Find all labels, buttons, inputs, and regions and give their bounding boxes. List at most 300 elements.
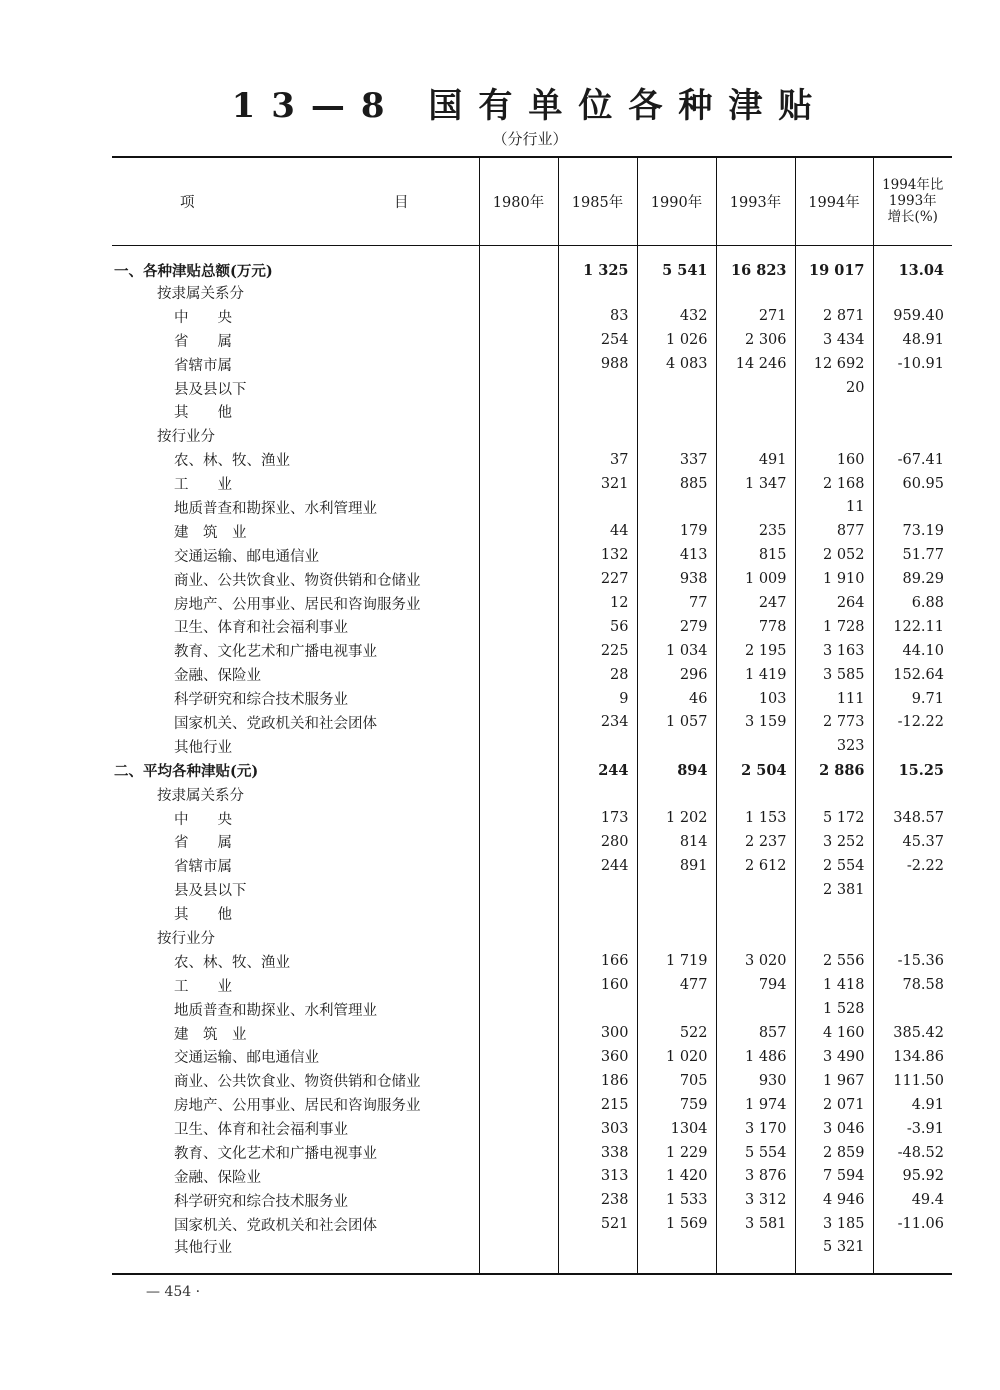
- row-value: 160: [558, 973, 637, 997]
- row-value: 2 871: [795, 304, 873, 328]
- header-change-line3: 增长(%): [887, 209, 938, 226]
- row-label: 卫生、体育和社会福利事业: [174, 1122, 348, 1139]
- row-label: 其他行业: [112, 1236, 479, 1274]
- header-year-1993: 1993年: [716, 157, 795, 245]
- row-value: 56: [558, 615, 637, 639]
- row-value: 413: [637, 543, 716, 567]
- row-value: 2 052: [795, 543, 873, 567]
- row-value: 132: [558, 543, 637, 567]
- row-value: [479, 1141, 558, 1165]
- row-value: -48.52: [873, 1141, 952, 1165]
- row-value: 60.95: [873, 472, 952, 496]
- table-row: [112, 1093, 952, 1117]
- row-value: 2 554: [795, 854, 873, 878]
- row-value: 4 160: [795, 1021, 873, 1045]
- row-value: [479, 496, 558, 520]
- row-value: [637, 997, 716, 1021]
- row-value: 3 020: [716, 949, 795, 973]
- table-row: [112, 281, 952, 305]
- page-subtitle: （分行业）: [492, 130, 568, 148]
- row-value: 891: [637, 854, 716, 878]
- row-value: 166: [558, 949, 637, 973]
- table-row: [112, 1188, 952, 1212]
- row-value: 814: [637, 830, 716, 854]
- row-value: 1 967: [795, 1069, 873, 1093]
- row-label: 科学研究和综合技术服务业: [174, 692, 348, 709]
- row-value: [873, 878, 952, 902]
- row-value: 78.58: [873, 973, 952, 997]
- row-value: [873, 400, 952, 424]
- row-value: [873, 1236, 952, 1274]
- row-label: 金融、保险业: [174, 1169, 261, 1186]
- row-value: 152.64: [873, 663, 952, 687]
- row-value: 4 946: [795, 1188, 873, 1212]
- row-value: 360: [558, 1045, 637, 1069]
- row-value: 1304: [637, 1117, 716, 1141]
- header-item: [112, 157, 479, 245]
- row-value: 2 381: [795, 878, 873, 902]
- row-value: 1 420: [637, 1164, 716, 1188]
- row-value: 280: [558, 830, 637, 854]
- row-label: 建 筑 业: [174, 1026, 247, 1043]
- row-value: [637, 902, 716, 926]
- row-label: 中 央: [174, 811, 232, 828]
- row-value: [795, 424, 873, 448]
- row-value: 1 009: [716, 567, 795, 591]
- row-value: [873, 926, 952, 950]
- row-value: [558, 926, 637, 950]
- row-value: 103: [716, 687, 795, 711]
- row-value: [479, 1188, 558, 1212]
- row-value: [558, 997, 637, 1021]
- row-label: 教育、文化艺术和广播电视事业: [174, 1146, 377, 1162]
- header-change-line1: 1994年比: [882, 177, 944, 194]
- row-value: 1 347: [716, 472, 795, 496]
- row-value: 988: [558, 352, 637, 376]
- row-value: [637, 878, 716, 902]
- row-value: [479, 639, 558, 663]
- row-value: 235: [716, 519, 795, 543]
- row-value: 296: [637, 663, 716, 687]
- table-row: [112, 687, 952, 711]
- row-value: 160: [795, 448, 873, 472]
- row-value: 1 528: [795, 997, 873, 1021]
- row-label: 二、平均各种津贴(元): [114, 762, 259, 780]
- row-value: [873, 376, 952, 400]
- row-value: 244: [558, 758, 637, 782]
- row-value: [479, 376, 558, 400]
- row-value: 4.91: [873, 1093, 952, 1117]
- row-value: 46: [637, 687, 716, 711]
- header-item-right: 目: [394, 194, 409, 211]
- row-value: 521: [558, 1212, 637, 1236]
- row-value: [479, 304, 558, 328]
- row-value: 491: [716, 448, 795, 472]
- table-row: [112, 1117, 952, 1141]
- table-row: [112, 496, 952, 520]
- row-value: 1 728: [795, 615, 873, 639]
- row-label: 按行业分: [157, 930, 215, 947]
- row-value: 2 306: [716, 328, 795, 352]
- row-value: 5 172: [795, 806, 873, 830]
- header-year-1985: 1985年: [558, 157, 637, 245]
- row-value: [558, 878, 637, 902]
- row-value: [479, 806, 558, 830]
- row-value: [479, 902, 558, 926]
- row-value: 7 594: [795, 1164, 873, 1188]
- row-value: [637, 496, 716, 520]
- row-value: -2.22: [873, 854, 952, 878]
- row-value: [479, 424, 558, 448]
- row-value: 3 581: [716, 1212, 795, 1236]
- header-change-line2: 1993年: [888, 193, 937, 210]
- row-value: 2 612: [716, 854, 795, 878]
- row-label: 建 筑 业: [174, 524, 247, 541]
- row-label: 县及县以下: [174, 883, 247, 900]
- row-value: 885: [637, 472, 716, 496]
- row-label: 省 属: [174, 835, 232, 852]
- row-value: 215: [558, 1093, 637, 1117]
- row-value: [479, 1021, 558, 1045]
- table-row: [112, 949, 952, 973]
- row-label: 商业、公共饮食业、物资供销和仓储业: [174, 1074, 421, 1091]
- table-row: [112, 328, 952, 352]
- row-label: 交通运输、邮电通信业: [174, 548, 319, 565]
- row-value: [873, 734, 952, 758]
- row-value: [873, 424, 952, 448]
- table-row: [112, 902, 952, 926]
- row-value: 111: [795, 687, 873, 711]
- row-label: 省 属: [174, 333, 232, 350]
- row-value: [479, 782, 558, 806]
- table-row: [112, 1164, 952, 1188]
- allowance-table: [112, 156, 952, 1275]
- row-value: 238: [558, 1188, 637, 1212]
- row-value: [479, 878, 558, 902]
- row-label: 卫生、体育和社会福利事业: [174, 620, 348, 637]
- row-value: [479, 1236, 558, 1274]
- row-value: [479, 1164, 558, 1188]
- row-value: 313: [558, 1164, 637, 1188]
- table-row: [112, 1045, 952, 1069]
- row-label: 农、林、牧、渔业: [174, 453, 290, 470]
- row-value: 122.11: [873, 615, 952, 639]
- row-value: [558, 424, 637, 448]
- row-value: 300: [558, 1021, 637, 1045]
- row-label: 按隶属关系分: [157, 787, 244, 804]
- row-value: 15.25: [873, 758, 952, 782]
- table-row: [112, 997, 952, 1021]
- row-value: 432: [637, 304, 716, 328]
- row-label: 其 他: [174, 405, 232, 422]
- row-label: 商业、公共饮食业、物资供销和仓储业: [174, 572, 421, 589]
- row-value: 234: [558, 711, 637, 735]
- row-value: 1 486: [716, 1045, 795, 1069]
- row-value: 1 229: [637, 1141, 716, 1165]
- row-value: -12.22: [873, 711, 952, 735]
- row-value: 930: [716, 1069, 795, 1093]
- row-label: 中 央: [174, 309, 232, 326]
- table-row: [112, 424, 952, 448]
- row-label: 教育、文化艺术和广播电视事业: [174, 644, 377, 661]
- row-value: 1 202: [637, 806, 716, 830]
- row-value: [479, 567, 558, 591]
- row-value: [479, 352, 558, 376]
- row-value: 321: [558, 472, 637, 496]
- row-value: [479, 949, 558, 973]
- row-value: [479, 519, 558, 543]
- row-value: [479, 830, 558, 854]
- row-value: [716, 424, 795, 448]
- table-row: [112, 734, 952, 758]
- row-label: 房地产、公用事业、居民和咨询服务业: [174, 596, 421, 613]
- row-value: 227: [558, 567, 637, 591]
- row-value: -10.91: [873, 352, 952, 376]
- row-value: 6.88: [873, 591, 952, 615]
- row-value: 45.37: [873, 830, 952, 854]
- row-value: 2 886: [795, 758, 873, 782]
- table-row: [112, 376, 952, 400]
- row-label: 按行业分: [157, 429, 215, 446]
- row-value: 3 163: [795, 639, 873, 663]
- row-value: [558, 400, 637, 424]
- row-value: [479, 472, 558, 496]
- row-label: 一、各种津贴总额(万元): [114, 262, 273, 280]
- row-value: [479, 281, 558, 305]
- row-value: 385.42: [873, 1021, 952, 1045]
- row-value: 794: [716, 973, 795, 997]
- row-value: [479, 1045, 558, 1069]
- row-value: [479, 328, 558, 352]
- row-value: [558, 376, 637, 400]
- row-value: [479, 926, 558, 950]
- row-value: 4 083: [637, 352, 716, 376]
- row-value: 49.4: [873, 1188, 952, 1212]
- row-value: [479, 758, 558, 782]
- row-value: 186: [558, 1069, 637, 1093]
- table-row: [112, 830, 952, 854]
- row-value: 244: [558, 854, 637, 878]
- row-value: 16 823: [716, 245, 795, 281]
- row-value: 3 046: [795, 1117, 873, 1141]
- row-value: [637, 424, 716, 448]
- row-label: 省辖市属: [174, 859, 232, 876]
- row-value: [479, 663, 558, 687]
- row-label: 工 业: [174, 477, 232, 494]
- table-row: [112, 567, 952, 591]
- row-value: 894: [637, 758, 716, 782]
- row-label: 其他行业: [174, 739, 232, 756]
- row-value: [716, 376, 795, 400]
- row-value: [479, 973, 558, 997]
- row-value: [873, 902, 952, 926]
- row-value: 13.04: [873, 245, 952, 281]
- row-value: 134.86: [873, 1045, 952, 1069]
- row-value: [637, 281, 716, 305]
- row-value: [637, 1236, 716, 1274]
- row-value: [716, 734, 795, 758]
- row-value: [716, 902, 795, 926]
- row-value: 3 490: [795, 1045, 873, 1069]
- row-value: 179: [637, 519, 716, 543]
- row-value: 1 418: [795, 973, 873, 997]
- row-value: [873, 997, 952, 1021]
- row-value: [558, 1236, 637, 1274]
- row-value: 1 719: [637, 949, 716, 973]
- table-row: [112, 973, 952, 997]
- row-label: 地质普查和勘探业、水利管理业: [174, 500, 377, 517]
- row-value: 271: [716, 304, 795, 328]
- table-row: [112, 591, 952, 615]
- row-value: [558, 496, 637, 520]
- row-value: [479, 1117, 558, 1141]
- row-value: 1 419: [716, 663, 795, 687]
- row-value: 3 159: [716, 711, 795, 735]
- row-value: [637, 376, 716, 400]
- row-value: 3 434: [795, 328, 873, 352]
- row-value: 303: [558, 1117, 637, 1141]
- table-row: [112, 926, 952, 950]
- row-value: 1 533: [637, 1188, 716, 1212]
- row-value: [479, 245, 558, 281]
- row-value: 522: [637, 1021, 716, 1045]
- row-value: [795, 400, 873, 424]
- table-row: [112, 543, 952, 567]
- row-value: [558, 902, 637, 926]
- row-value: [716, 878, 795, 902]
- row-value: 11: [795, 496, 873, 520]
- row-value: 2 195: [716, 639, 795, 663]
- table-row: [112, 400, 952, 424]
- row-value: 111.50: [873, 1069, 952, 1093]
- row-value: [873, 281, 952, 305]
- row-value: 1 020: [637, 1045, 716, 1069]
- row-value: 1 910: [795, 567, 873, 591]
- row-value: [479, 1212, 558, 1236]
- row-value: -11.06: [873, 1212, 952, 1236]
- row-value: 44: [558, 519, 637, 543]
- row-value: 37: [558, 448, 637, 472]
- row-value: 323: [795, 734, 873, 758]
- row-value: 3 170: [716, 1117, 795, 1141]
- row-label: 其 他: [174, 907, 232, 924]
- row-value: 5 554: [716, 1141, 795, 1165]
- row-value: 225: [558, 639, 637, 663]
- row-value: 815: [716, 543, 795, 567]
- row-value: 2 773: [795, 711, 873, 735]
- table-row: [112, 782, 952, 806]
- row-value: 337: [637, 448, 716, 472]
- row-value: 20: [795, 376, 873, 400]
- row-value: [479, 615, 558, 639]
- header-year-1990: 1990年: [637, 157, 716, 245]
- table-row: [112, 1021, 952, 1045]
- row-value: [716, 400, 795, 424]
- row-value: 77: [637, 591, 716, 615]
- row-value: 95.92: [873, 1164, 952, 1188]
- row-value: [795, 782, 873, 806]
- row-value: 12: [558, 591, 637, 615]
- row-label: 金融、保险业: [174, 668, 261, 685]
- row-value: 477: [637, 973, 716, 997]
- row-value: [795, 902, 873, 926]
- row-value: 2 504: [716, 758, 795, 782]
- table-row: [112, 472, 952, 496]
- table-row: [112, 639, 952, 663]
- row-value: 14 246: [716, 352, 795, 376]
- row-value: 3 876: [716, 1164, 795, 1188]
- row-value: [716, 926, 795, 950]
- table-row: [112, 304, 952, 328]
- row-value: [637, 926, 716, 950]
- header-year-1980: 1980年: [479, 157, 558, 245]
- row-value: [637, 734, 716, 758]
- table-row: [112, 758, 952, 782]
- row-value: 1 153: [716, 806, 795, 830]
- row-value: -3.91: [873, 1117, 952, 1141]
- row-value: [479, 734, 558, 758]
- row-value: [479, 854, 558, 878]
- table-row: [112, 663, 952, 687]
- row-value: 2 237: [716, 830, 795, 854]
- row-label: 按隶属关系分: [157, 285, 244, 302]
- table-row: [112, 448, 952, 472]
- row-value: 2 071: [795, 1093, 873, 1117]
- header-item-left: 项: [180, 194, 195, 211]
- row-label: 工 业: [174, 978, 232, 995]
- row-value: 89.29: [873, 567, 952, 591]
- row-value: -15.36: [873, 949, 952, 973]
- row-value: [479, 1093, 558, 1117]
- row-value: [716, 496, 795, 520]
- row-label: 地质普查和勘探业、水利管理业: [174, 1002, 377, 1019]
- row-value: 1 569: [637, 1212, 716, 1236]
- row-value: 264: [795, 591, 873, 615]
- row-value: [795, 281, 873, 305]
- row-value: [479, 687, 558, 711]
- row-value: [716, 997, 795, 1021]
- row-value: 1 026: [637, 328, 716, 352]
- header-year-1994: 1994年: [795, 157, 873, 245]
- row-label: 房地产、公用事业、居民和咨询服务业: [174, 1098, 421, 1115]
- table-row: [112, 1212, 952, 1236]
- row-value: [479, 997, 558, 1021]
- table-row: [112, 1069, 952, 1093]
- row-value: 1 034: [637, 639, 716, 663]
- row-value: [716, 281, 795, 305]
- row-value: 338: [558, 1141, 637, 1165]
- table-row: [112, 352, 952, 376]
- row-value: 759: [637, 1093, 716, 1117]
- row-value: [716, 782, 795, 806]
- row-value: 9: [558, 687, 637, 711]
- row-value: [558, 782, 637, 806]
- row-value: [637, 782, 716, 806]
- row-value: 1 974: [716, 1093, 795, 1117]
- table-row: [112, 245, 952, 281]
- row-value: [795, 926, 873, 950]
- row-value: 48.91: [873, 328, 952, 352]
- table-row: [112, 615, 952, 639]
- row-value: [637, 400, 716, 424]
- row-value: 5 321: [795, 1236, 873, 1274]
- table-row: [112, 806, 952, 830]
- row-value: 19 017: [795, 245, 873, 281]
- row-value: 3 185: [795, 1212, 873, 1236]
- row-value: 3 312: [716, 1188, 795, 1212]
- row-label: 交通运输、邮电通信业: [174, 1050, 319, 1067]
- row-value: 2 168: [795, 472, 873, 496]
